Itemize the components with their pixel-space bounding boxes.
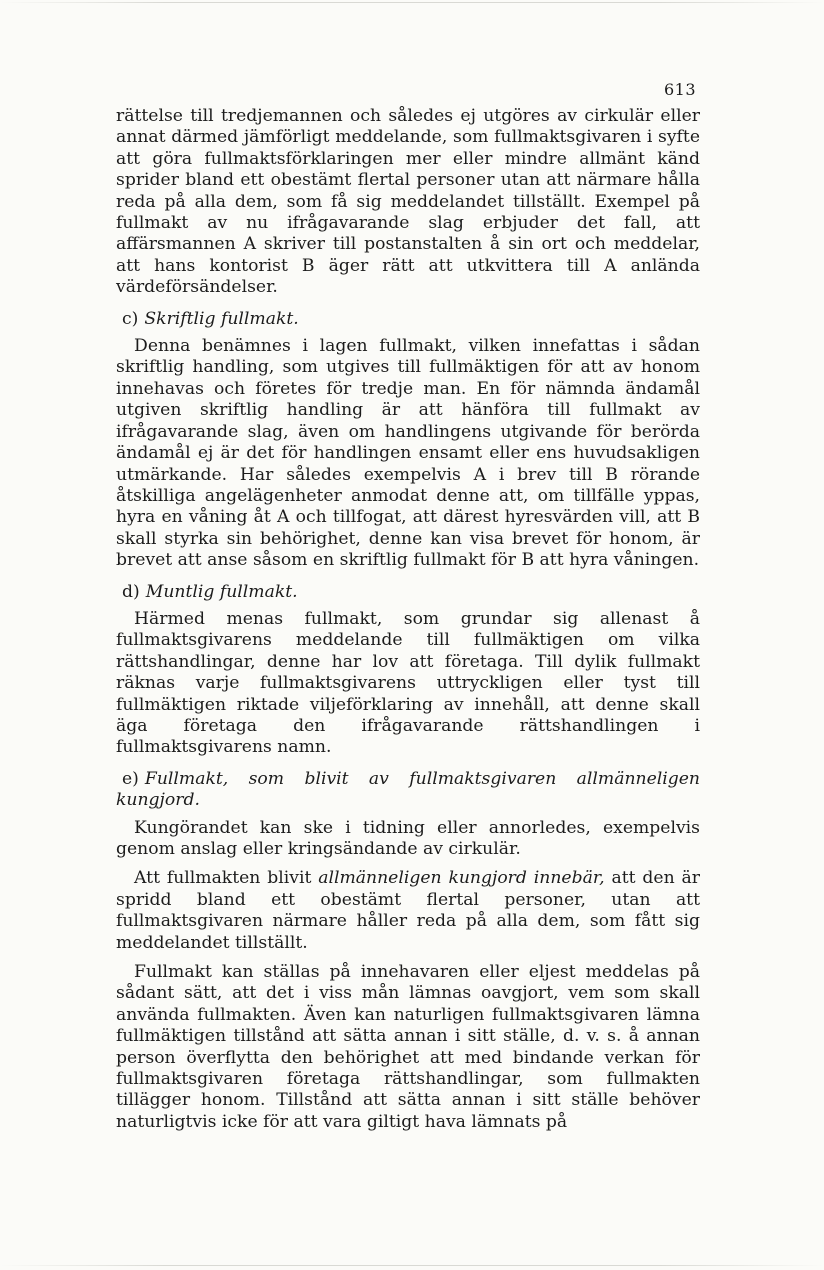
paragraph-continuation: rättelse till tredjemannen och således ej utgöres av cirkulär eller annat därmed jämförligt meddelande, som fullmaktsgivaren i syfte att göra fullmaktsförklaringen mer eller mindre allmänt känd sprider bland ett obestämt flertal personer utan att närmare hålla reda på alla dem, som få sig meddelandet tillställt. Exempel på fullmakt av nu ifrågavarande slag erbjuder det fall, att affärsmannen A skriver till postanstalten å sin ort och meddelar, att hans kontorist B äger rätt att utkvittera till A anlända värdeförsändelser. [116,106,700,298]
paragraph-allmannelig [116,868,700,954]
paragraph-section-e: Kungörandet kan ske i tidning eller annorledes, exempelvis genom anslag eller kringsändande av cirkulär. [116,817,700,859]
section-title: Skriftlig fullmakt. [144,308,299,329]
text-run: att den är spridd bland ett obestämt flertal personer, utan att fullmaktsgivaren närmare håller reda på alla dem, som fått sig meddelandet tillställt. [116,868,700,953]
paragraph-section-c: Denna benämnes i lagen fullmakt, vilken innefattas i sådan skriftlig handling, som utgives till fullmäktigen för att av honom innehavas och företes för tredje man. En för nämnda ändamål utgiven skriftlig handling är att hänföra till fullmakt av ifrågavarande slag, även om handlingens utgivande för berörda ändamål ej är det för handlingen ensamt eller ens huvudsakligen utmärkande. Har således exempelvis A i brev till B rörande åtskilliga angelägenheter anmodat denne att, om tillfälle yppas, hyra en våning åt A och tillfogat, att därest hyresvärden vill, att B skall styrka sin behörighet, denne kan visa brevet för honom, är brevet att anse såsom en skriftlig fullmakt för B att hyra våningen. [116,336,700,571]
section-heading-d [116,582,700,603]
section-heading-c [116,309,700,330]
paragraph-final: Fullmakt kan ställas på innehavaren eller eljest meddelas på sådant sätt, att det i viss mån lämnas oavgjort, vem som skall använda fullmakten. Även kan naturligen fullmaktsgivaren lämna fullmäktigen tillstånd att sätta annan i sitt ställe, d. v. s. å annan person överflytta den behörighet att med bindande verkan för fullmaktsgivaren företaga rättshandlingar, som fullmakten tillägger honom. Tillstånd att sätta annan i sitt ställe behöver naturligtvis icke för att vara giltigt hava lämnats på [116,962,700,1132]
section-marker: e) [122,768,139,789]
paragraph-section-d: Härmed menas fullmakt, som grundar sig allenast å fullmaktsgivarens meddelande till fullmäktigen om vilka rättshandlingar, denne har lov att företaga. Till dylik fullmakt räknas varje fullmaktsgivarens uttryckligen eller tyst till fullmäktigen riktade viljeförklaring av innehåll, att denne skall äga företaga den ifrågavarande rättshandlingen i fullmaktsgivarens namn. [116,608,700,758]
section-title: Muntlig fullmakt. [145,581,298,602]
section-marker: c) [122,308,139,329]
section-marker: d) [122,581,140,602]
page-text [116,106,700,1133]
page-number: 613 [663,80,696,99]
text-run: Att fullmakten blivit [134,868,319,889]
section-title: Fullmakt, som blivit av fullmaktsgivaren allmänneligen kungjord. [116,768,700,811]
emphasis-text: allmänneligen kungjord innebär, [318,868,605,889]
section-heading-e [116,769,700,812]
scan-edge-bottom [0,1265,824,1266]
scan-edge-top [0,2,824,3]
